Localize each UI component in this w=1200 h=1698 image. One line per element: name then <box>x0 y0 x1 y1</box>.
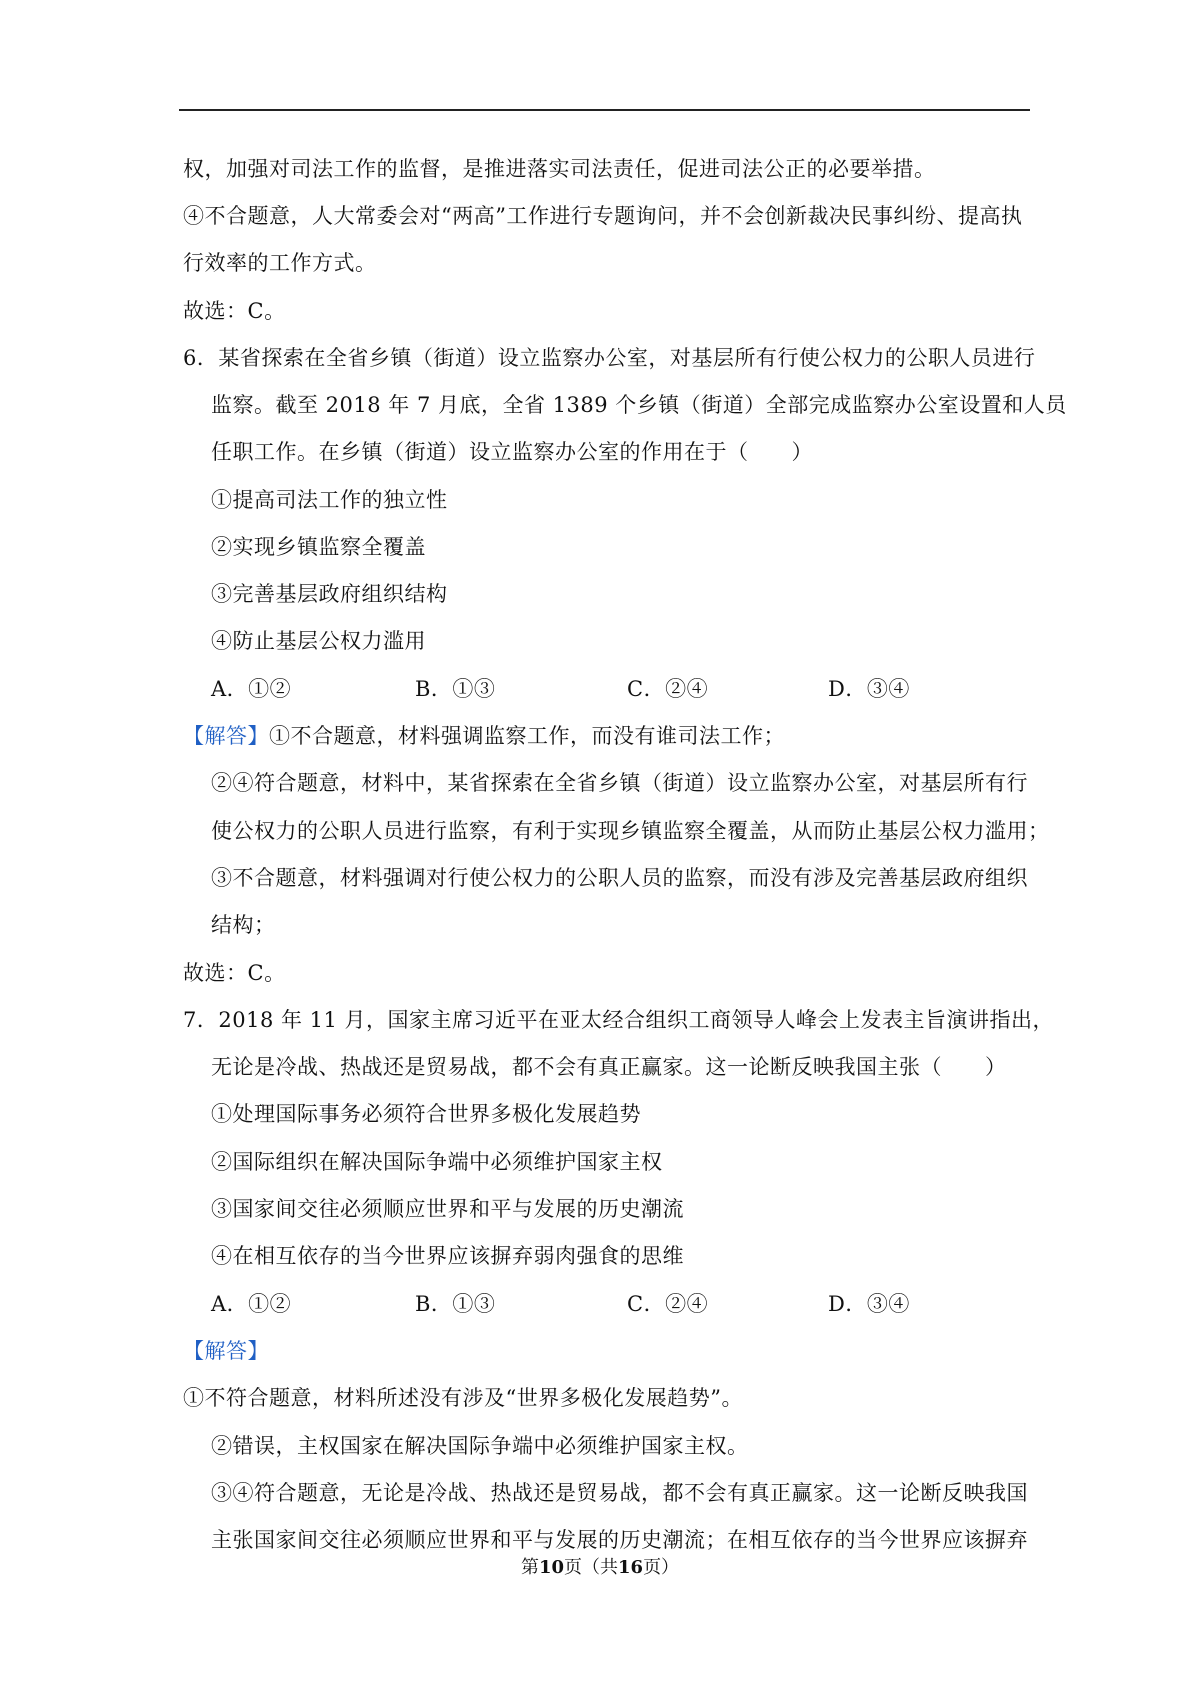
question-stem: 任职工作。在乡镇（街道）设立监察办公室的作用在于（ ） <box>211 440 813 464</box>
answer-line: 结构； <box>211 913 276 937</box>
statement-item: ①提高司法工作的独立性 <box>211 488 448 512</box>
option-a: A．①② <box>211 677 292 701</box>
answer-choice: 故选：C。 <box>183 961 286 985</box>
header-rule <box>179 109 1030 111</box>
question-stem: 6．某省探索在全省乡镇（街道）设立监察办公室，对基层所有行使公权力的公职人员进行 <box>183 346 1036 370</box>
answer-line: ③不合题意，材料强调对行使公权力的公职人员的监察，而没有涉及完善基层政府组织 <box>211 866 1028 890</box>
page-number: 10 <box>538 1557 564 1578</box>
answer-tag: 【解答】 <box>183 1339 269 1363</box>
option-b: B．①③ <box>415 677 496 701</box>
option-row <box>0 672 1200 706</box>
answer-line: 使公权力的公职人员进行监察，有利于实现乡镇监察全覆盖，从而防止基层公权力滥用； <box>211 819 1050 843</box>
option-a: A．①② <box>211 1292 292 1316</box>
statement-item: ③国家间交往必须顺应世界和平与发展的历史潮流 <box>211 1197 684 1221</box>
option-c: C．②④ <box>627 1292 709 1316</box>
option-d: D．③④ <box>828 1292 910 1316</box>
statement-item: ④在相互依存的当今世界应该摒弃弱肉强食的思维 <box>211 1244 684 1268</box>
answer-line: 主张国家间交往必须顺应世界和平与发展的历史潮流；在相互依存的当今世界应该摒弃 <box>211 1528 1028 1552</box>
answer-tag: 【解答】 <box>183 724 269 748</box>
option-b: B．①③ <box>415 1292 496 1316</box>
text-line: 故选：C。 <box>183 299 286 323</box>
statement-item: ④防止基层公权力滥用 <box>211 629 426 653</box>
text-line: 权，加强对司法工作的监督，是推进落实司法责任，促进司法公正的必要举措。 <box>183 157 936 181</box>
option-c: C．②④ <box>627 677 709 701</box>
question-stem: 监察。截至 2018 年 7 月底，全省 1389 个乡镇（街道）全部完成监察办公室设置和人员 <box>211 393 1067 417</box>
statement-item: ①处理国际事务必须符合世界多极化发展趋势 <box>211 1102 641 1126</box>
answer-line <box>183 719 785 753</box>
text-line: ④不合题意，人大常委会对“两高”工作进行专题询问，并不会创新裁决民事纠纷、提高执 <box>183 204 1023 228</box>
answer-line: ①不符合题意，材料所述没有涉及“世界多极化发展趋势”。 <box>183 1386 743 1410</box>
question-stem: 7．2018 年 11 月，国家主席习近平在亚太经合组织工商领导人峰会上发表主旨演讲指出， <box>183 1008 1055 1032</box>
option-d: D．③④ <box>828 677 910 701</box>
footer-prefix: 第 <box>520 1557 539 1578</box>
page-footer <box>0 1554 1200 1582</box>
footer-middle: 页（共 <box>564 1557 618 1578</box>
text-line: 行效率的工作方式。 <box>183 251 377 275</box>
answer-line: ③④符合题意，无论是冷战、热战还是贸易战，都不会有真正赢家。这一论断反映我国 <box>211 1481 1028 1505</box>
option-row <box>0 1287 1200 1321</box>
answer-line: ②错误，主权国家在解决国际争端中必须维护国家主权。 <box>211 1434 749 1458</box>
statement-item: ②国际组织在解决国际争端中必须维护国家主权 <box>211 1150 663 1174</box>
statement-item: ②实现乡镇监察全覆盖 <box>211 535 426 559</box>
statement-item: ③完善基层政府组织结构 <box>211 582 448 606</box>
footer-suffix: 页） <box>643 1557 680 1578</box>
answer-text: ①不合题意，材料强调监察工作，而没有谁司法工作； <box>269 724 785 748</box>
total-pages: 16 <box>618 1557 644 1578</box>
question-stem: 无论是冷战、热战还是贸易战，都不会有真正赢家。这一论断反映我国主张（ ） <box>211 1055 1007 1079</box>
answer-line: ②④符合题意，材料中，某省探索在全省乡镇（街道）设立监察办公室，对基层所有行 <box>211 771 1028 795</box>
